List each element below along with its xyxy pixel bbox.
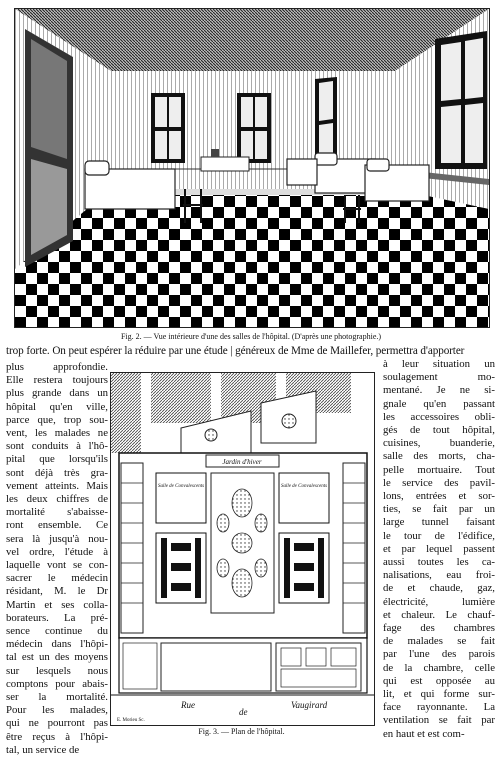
text-line: sont déjà très gra-: [6, 466, 108, 479]
text-line: pital que lorsqu'ils: [6, 453, 108, 466]
text-line: borateurs. La pré-: [6, 611, 108, 624]
text-line: large tunnel faisant: [383, 516, 495, 529]
text-line: nalisations, eau froi-: [383, 569, 495, 582]
figure-2-caption: Fig. 2. — Vue intérieure d'une des salles de l'hôpital. (D'après une photographie.): [120, 332, 382, 341]
text-line: les accessoires obli-: [383, 410, 495, 423]
label-street-de: de: [239, 707, 248, 717]
text-line: ties, se fait par un: [383, 503, 495, 516]
text-line: sacrer le médecin: [6, 572, 108, 585]
text-line: sur lesquels nous: [6, 664, 108, 677]
text-line: hôpital qu'en ville,: [6, 400, 108, 413]
label-salle-left: Salle de Convalescents: [157, 484, 205, 489]
text-line: qui est opposée au: [383, 674, 495, 687]
figure-3-caption: Fig. 3. — Plan de l'hôpital.: [198, 727, 285, 736]
text-headline: trop forte. On peut espérer la réduire par une étude | généreux de Mme de Maillefer, permettra d'apporter: [6, 345, 465, 357]
text-line: laquelle vont se con-: [6, 559, 108, 572]
text-line: ser la mortalité.: [6, 691, 108, 704]
text-line: et par lequel passent: [383, 542, 495, 555]
text-line: et chaleur. Le chauf-: [383, 608, 495, 621]
label-engraver: E. Morieu Sc.: [117, 718, 145, 723]
text-line: de la chambre, celle: [383, 661, 495, 674]
text-line: lit, et qui forme sur-: [383, 688, 495, 701]
text-line: de et chaude, gaz,: [383, 582, 495, 595]
figure-3-plan-illustration: [110, 372, 375, 726]
text-line: Martin et ses colla-: [6, 598, 108, 611]
text-line: vel ordre, l'étude à: [6, 545, 108, 558]
text-line: pelle mortuaire. Tout: [383, 463, 495, 476]
hospital-plan: [111, 373, 374, 725]
text-line: à leur situation un: [383, 358, 495, 370]
label-street-rue: Rue: [181, 700, 195, 710]
text-line: résidant, M. le Dr: [6, 585, 108, 598]
text-line: le tour de l'édifice,: [383, 529, 495, 542]
text-line: mentané. Je ne si-: [383, 384, 495, 397]
text-line: sera là jusqu'à nou-: [6, 532, 108, 545]
text-line: électricité, lumière: [383, 595, 495, 608]
left-text-column: [6, 361, 108, 757]
text-line: sence continue du: [6, 625, 108, 638]
text-line: salle des morts, cha-: [383, 450, 495, 463]
text-line: Elle restera toujours: [6, 374, 108, 387]
text-line: vent, les malades ne: [6, 427, 108, 440]
text-line: face rayonnante. La: [383, 701, 495, 714]
text-line: sont conduits à l'hô-: [6, 440, 108, 453]
text-line: le service des pavil-: [383, 476, 495, 489]
text-line: comptons pour abais-: [6, 677, 108, 690]
text-line: plus approfondie.: [6, 361, 108, 373]
text-line: vement atteints. Mais: [6, 479, 108, 492]
ward-engraving: [15, 9, 489, 327]
text-line: Pour les malades,: [6, 704, 108, 717]
text-line: aussi toutes les ca-: [383, 556, 495, 569]
label-jardin: Jardin d'hiver: [222, 458, 262, 466]
text-line: tal, un service de: [6, 743, 80, 756]
text-line: qui ne pourront pas: [6, 717, 108, 730]
label-street-vaugirard: Vaugirard: [291, 700, 328, 710]
text-line: mortalité s'abaisse-: [6, 506, 108, 519]
text-line: les deux chiffres de: [6, 493, 108, 506]
text-line: parce que, trop sou-: [6, 413, 108, 426]
text-line: lons, entrées et sor-: [383, 490, 495, 503]
text-line: de malades se fait: [383, 635, 495, 648]
text-line: ront ensemble. Ce: [6, 519, 108, 532]
text-line: gnale qu'en passant: [383, 397, 495, 410]
text-line: médecin dans l'hôpi-: [6, 638, 108, 651]
text-line: en haut et est com-: [383, 727, 465, 740]
text-line: gés de tout hôpital,: [383, 424, 495, 437]
text-line: fage des chambres: [383, 622, 495, 635]
text-line: être reçus à l'hôpi-: [6, 730, 108, 743]
figure-2-ward-illustration: [14, 8, 490, 328]
text-line: par l'une des parois: [383, 648, 495, 661]
text-line: tal est un des moyens: [6, 651, 108, 664]
text-line: cuisines, buanderie,: [383, 437, 495, 450]
label-salle-right: Salle de Convalescents: [280, 484, 328, 489]
text-line: soulagement mo-: [383, 371, 495, 384]
text-line: plus grande dans un: [6, 387, 108, 400]
right-text-column: [383, 358, 495, 741]
text-line: ventilation se fait par: [383, 714, 495, 727]
